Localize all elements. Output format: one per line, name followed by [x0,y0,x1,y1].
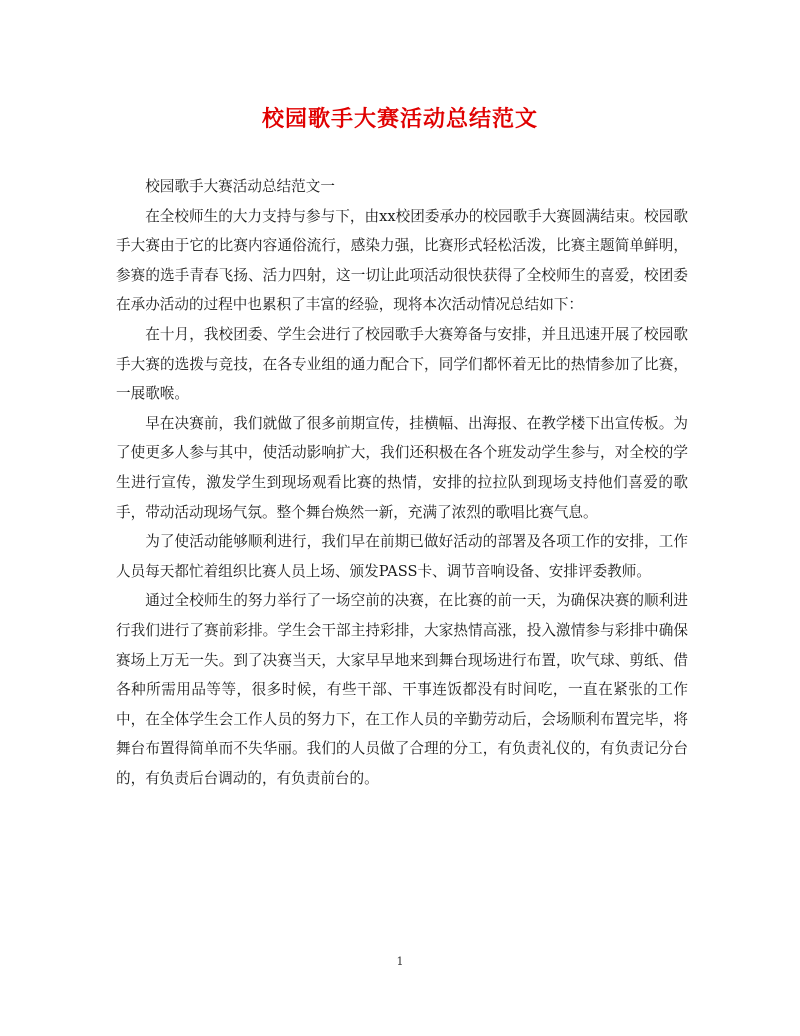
document-body [116,172,688,793]
page-number: 1 [396,955,404,968]
paragraph-4: 为了使活动能够顺利进行，我们早在前期已做好活动的部署及各项工作的安排，工作人员每天都忙着组织比赛人员上场、颁发PASS卡、调节音响设备、安排评委教师。 [116,533,688,580]
paragraph-5: 通过全校师生的努力举行了一场空前的决赛，在比赛的前一天，为确保决赛的顺利进行我们进行了赛前彩排。学生会干部主持彩排，大家热情高涨，投入激情参与彩排中确保赛场上万无一失。到了决赛当天，大家早早地来到舞台现场进行布置，吹气球、剪纸、借各种所需用品等等，很多时候，有些干部、干事连饭都没有时间吃，一直在紧张的工作中，在全体学生会工作人员的努力下，在工作人员的辛勤劳动后，会场顺利布置完毕，将舞台布置得简单而不失华丽。我们的人员做了合理的分工，有负责礼仪的，有负责记分台的，有负责后台调动的，有负责前台的。 [116,592,688,787]
paragraph-subtitle: 校园歌手大赛活动总结范文一 [145,178,335,195]
document-title: 校园歌手大赛活动总结范文 [261,106,538,132]
paragraph-1: 在全校师生的大力支持与参与下，由xx校团委承办的校园歌手大赛圆满结束。校园歌手大赛由于它的比赛内容通俗流行，感染力强，比赛形式轻松活泼，比赛主题简单鲜明，参赛的选手青春飞扬、活力四射，这一切让此项活动很快获得了全校师生的喜爱，校团委在承办活动的过程中也累积了丰富的经验，现将本次活动情况总结如下： [116,207,688,314]
paragraph-3: 早在决赛前，我们就做了很多前期宣传，挂横幅、出海报、在教学楼下出宣传板。为了使更多人参与其中，使活动影响扩大，我们还积极在各个班发动学生参与，对全校的学生进行宣传，激发学生到现场观看比赛的热情，安排的拉拉队到现场支持他们喜爱的歌手，带动活动现场气氛。整个舞台焕然一新，充满了浓烈的歌唱比赛气息。 [116,414,688,521]
paragraph-2: 在十月，我校团委、学生会进行了校园歌手大赛筹备与安排，并且迅速开展了校园歌手大赛的选拨与竞技，在各专业组的通力配合下，同学们都怀着无比的热情参加了比赛，一展歌喉。 [116,325,688,403]
